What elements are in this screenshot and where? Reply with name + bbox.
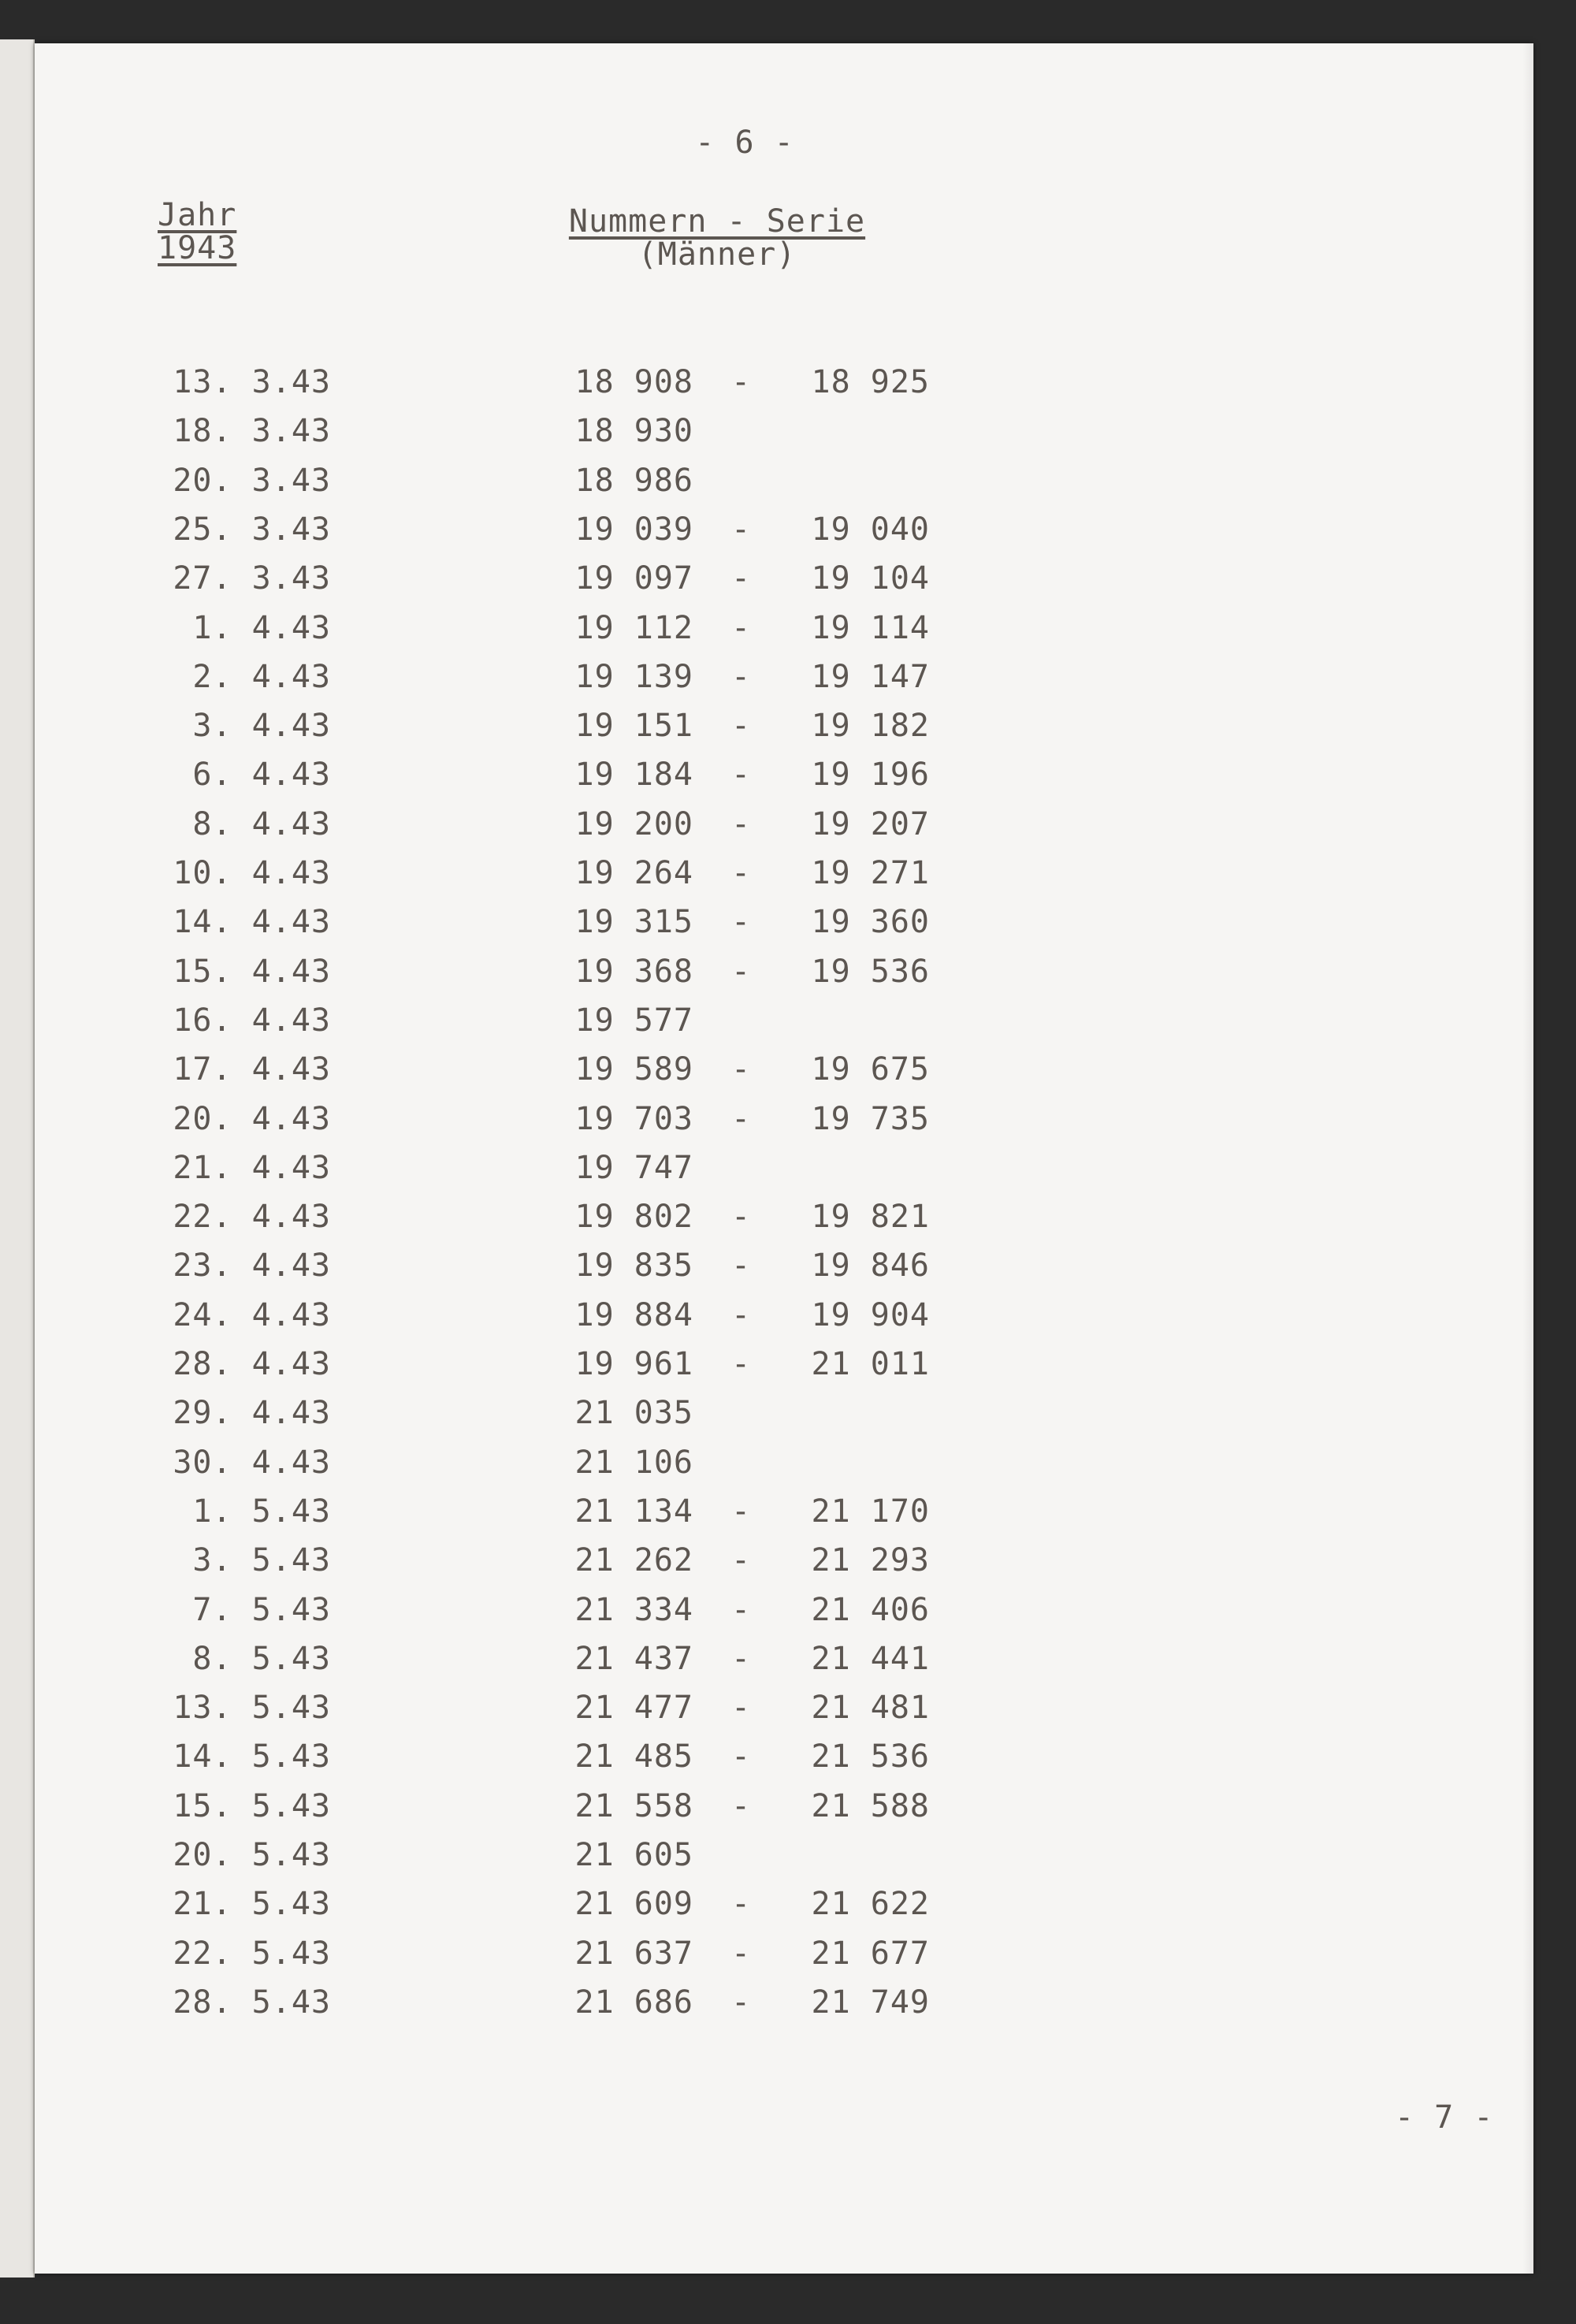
range-dash: - — [730, 904, 751, 940]
row-date: 2. 4.43 — [192, 659, 331, 695]
range-dash: - — [730, 1690, 751, 1726]
range-dash: - — [730, 1542, 751, 1578]
table-row — [0, 1984, 1024, 2024]
table-row — [0, 511, 1024, 551]
table-row — [0, 1445, 1024, 1484]
table-row — [0, 1150, 1024, 1189]
series-start-number: 19 802 — [574, 1199, 693, 1235]
table-row — [0, 904, 1024, 943]
series-end-number: 19 196 — [811, 757, 930, 793]
series-start-number: 19 747 — [574, 1150, 693, 1186]
row-date: 15. 5.43 — [173, 1788, 331, 1824]
range-dash: - — [730, 1984, 751, 2021]
series-start-number: 21 485 — [574, 1738, 693, 1775]
row-date: 15. 4.43 — [173, 954, 331, 990]
range-dash: - — [730, 806, 751, 842]
series-start-number: 21 605 — [574, 1837, 693, 1873]
series-start-number: 21 134 — [574, 1493, 693, 1530]
range-dash: - — [730, 1297, 751, 1333]
table-row — [0, 1395, 1024, 1434]
series-start-number: 21 686 — [574, 1984, 693, 2021]
row-date: 23. 4.43 — [173, 1248, 331, 1284]
row-date: 10. 4.43 — [173, 855, 331, 891]
series-end-number: 21 622 — [811, 1886, 930, 1922]
range-dash: - — [730, 364, 751, 400]
range-dash: - — [730, 1199, 751, 1235]
series-start-number: 19 184 — [574, 757, 693, 793]
table-row — [0, 855, 1024, 894]
row-date: 6. 4.43 — [192, 757, 331, 793]
row-date: 3. 4.43 — [192, 708, 331, 744]
series-start-number: 19 039 — [574, 511, 693, 548]
range-dash: - — [730, 1101, 751, 1137]
row-date: 1. 4.43 — [192, 610, 331, 646]
table-row — [0, 1690, 1024, 1729]
table-row — [0, 1248, 1024, 1287]
table-row — [0, 1051, 1024, 1091]
next-page-indicator: - 7 - — [1395, 2099, 1494, 2136]
row-date: 8. 4.43 — [192, 806, 331, 842]
range-dash: - — [730, 1641, 751, 1677]
range-dash: - — [730, 1886, 751, 1922]
row-date: 14. 5.43 — [173, 1738, 331, 1775]
row-date: 21. 5.43 — [173, 1886, 331, 1922]
table-row — [0, 463, 1024, 502]
series-end-number: 21 011 — [811, 1346, 930, 1382]
series-start-number: 19 151 — [574, 708, 693, 744]
series-end-number: 19 104 — [811, 560, 930, 597]
range-dash: - — [730, 708, 751, 744]
row-date: 21. 4.43 — [173, 1150, 331, 1186]
row-date: 25. 3.43 — [173, 511, 331, 548]
series-start-number: 19 315 — [574, 904, 693, 940]
series-end-number: 19 821 — [811, 1199, 930, 1235]
row-date: 29. 4.43 — [173, 1395, 331, 1431]
table-row — [0, 757, 1024, 796]
page-edge-shadow — [1522, 43, 1533, 2274]
series-start-number: 21 106 — [574, 1445, 693, 1481]
table-row — [0, 1788, 1024, 1828]
table-row — [0, 413, 1024, 452]
range-dash: - — [730, 1346, 751, 1382]
series-start-number: 19 264 — [574, 855, 693, 891]
series-end-number: 19 675 — [811, 1051, 930, 1088]
row-date: 1. 5.43 — [192, 1493, 331, 1530]
series-start-number: 19 835 — [574, 1248, 693, 1284]
row-date: 7. 5.43 — [192, 1592, 331, 1628]
table-row — [0, 364, 1024, 403]
series-end-number: 19 271 — [811, 855, 930, 891]
series-end-number: 19 040 — [811, 511, 930, 548]
series-start-number: 19 884 — [574, 1297, 693, 1333]
range-dash: - — [730, 1248, 751, 1284]
series-start-number: 19 961 — [574, 1346, 693, 1382]
series-end-number: 19 536 — [811, 954, 930, 990]
range-dash: - — [730, 610, 751, 646]
range-dash: - — [730, 1788, 751, 1824]
series-end-number: 18 925 — [811, 364, 930, 400]
row-date: 24. 4.43 — [173, 1297, 331, 1333]
series-end-number: 21 406 — [811, 1592, 930, 1628]
row-date: 8. 5.43 — [192, 1641, 331, 1677]
series-subheader: (Männer) — [637, 236, 797, 273]
row-date: 28. 4.43 — [173, 1346, 331, 1382]
series-start-number: 18 986 — [574, 463, 693, 499]
series-start-number: 21 262 — [574, 1542, 693, 1578]
table-row — [0, 1837, 1024, 1876]
series-start-number: 21 035 — [574, 1395, 693, 1431]
series-end-number: 19 207 — [811, 806, 930, 842]
table-row — [0, 659, 1024, 698]
series-start-number: 18 908 — [574, 364, 693, 400]
series-end-number: 19 147 — [811, 659, 930, 695]
row-date: 20. 4.43 — [173, 1101, 331, 1137]
row-date: 30. 4.43 — [173, 1445, 331, 1481]
table-row — [0, 1935, 1024, 1975]
table-row — [0, 1101, 1024, 1140]
series-end-number: 19 846 — [811, 1248, 930, 1284]
table-row — [0, 610, 1024, 649]
row-date: 28. 5.43 — [173, 1984, 331, 2021]
page-number: - 6 - — [695, 125, 794, 161]
series-start-number: 19 368 — [574, 954, 693, 990]
row-date: 13. 3.43 — [173, 364, 331, 400]
series-start-number: 19 200 — [574, 806, 693, 842]
table-row — [0, 1592, 1024, 1631]
table-row — [0, 1493, 1024, 1533]
year-column-header: Jahr — [158, 197, 237, 233]
series-start-number: 21 437 — [574, 1641, 693, 1677]
table-row — [0, 1346, 1024, 1385]
series-end-number: 19 182 — [811, 708, 930, 744]
series-start-number: 21 334 — [574, 1592, 693, 1628]
series-end-number: 21 588 — [811, 1788, 930, 1824]
table-row — [0, 1738, 1024, 1778]
series-start-number: 19 577 — [574, 1002, 693, 1039]
range-dash: - — [730, 757, 751, 793]
row-date: 14. 4.43 — [173, 904, 331, 940]
row-date: 27. 3.43 — [173, 560, 331, 597]
series-end-number: 19 360 — [811, 904, 930, 940]
range-dash: - — [730, 659, 751, 695]
table-row — [0, 954, 1024, 993]
table-row — [0, 1002, 1024, 1042]
range-dash: - — [730, 560, 751, 597]
series-end-number: 21 677 — [811, 1935, 930, 1972]
range-dash: - — [730, 511, 751, 548]
range-dash: - — [730, 1493, 751, 1530]
series-start-number: 21 637 — [574, 1935, 693, 1972]
series-start-number: 18 930 — [574, 413, 693, 449]
range-dash: - — [730, 1738, 751, 1775]
table-row — [0, 1297, 1024, 1337]
row-date: 22. 5.43 — [173, 1935, 331, 1972]
row-date: 3. 5.43 — [192, 1542, 331, 1578]
table-row — [0, 1542, 1024, 1582]
series-end-number: 19 114 — [811, 610, 930, 646]
row-date: 20. 5.43 — [173, 1837, 331, 1873]
table-row — [0, 708, 1024, 747]
series-start-number: 21 609 — [574, 1886, 693, 1922]
table-row — [0, 1886, 1024, 1925]
series-start-number: 21 558 — [574, 1788, 693, 1824]
table-row — [0, 1641, 1024, 1680]
row-date: 17. 4.43 — [173, 1051, 331, 1088]
series-start-number: 19 139 — [574, 659, 693, 695]
series-start-number: 19 097 — [574, 560, 693, 597]
series-start-number: 19 589 — [574, 1051, 693, 1088]
year-value: 1943 — [158, 230, 237, 266]
series-start-number: 19 112 — [574, 610, 693, 646]
row-date: 18. 3.43 — [173, 413, 331, 449]
row-date: 13. 5.43 — [173, 1690, 331, 1726]
series-start-number: 19 703 — [574, 1101, 693, 1137]
range-dash: - — [730, 1935, 751, 1972]
series-column-header: Nummern - Serie — [568, 203, 866, 240]
series-end-number: 19 904 — [811, 1297, 930, 1333]
series-end-number: 21 481 — [811, 1690, 930, 1726]
table-row — [0, 806, 1024, 846]
series-end-number: 21 293 — [811, 1542, 930, 1578]
range-dash: - — [730, 954, 751, 990]
series-start-number: 21 477 — [574, 1690, 693, 1726]
range-dash: - — [730, 1592, 751, 1628]
series-end-number: 19 735 — [811, 1101, 930, 1137]
series-end-number: 21 536 — [811, 1738, 930, 1775]
series-end-number: 21 441 — [811, 1641, 930, 1677]
row-date: 22. 4.43 — [173, 1199, 331, 1235]
series-end-number: 21 749 — [811, 1984, 930, 2021]
range-dash: - — [730, 1051, 751, 1088]
table-row — [0, 1199, 1024, 1238]
series-end-number: 21 170 — [811, 1493, 930, 1530]
range-dash: - — [730, 855, 751, 891]
table-row — [0, 560, 1024, 600]
row-date: 16. 4.43 — [173, 1002, 331, 1039]
row-date: 20. 3.43 — [173, 463, 331, 499]
